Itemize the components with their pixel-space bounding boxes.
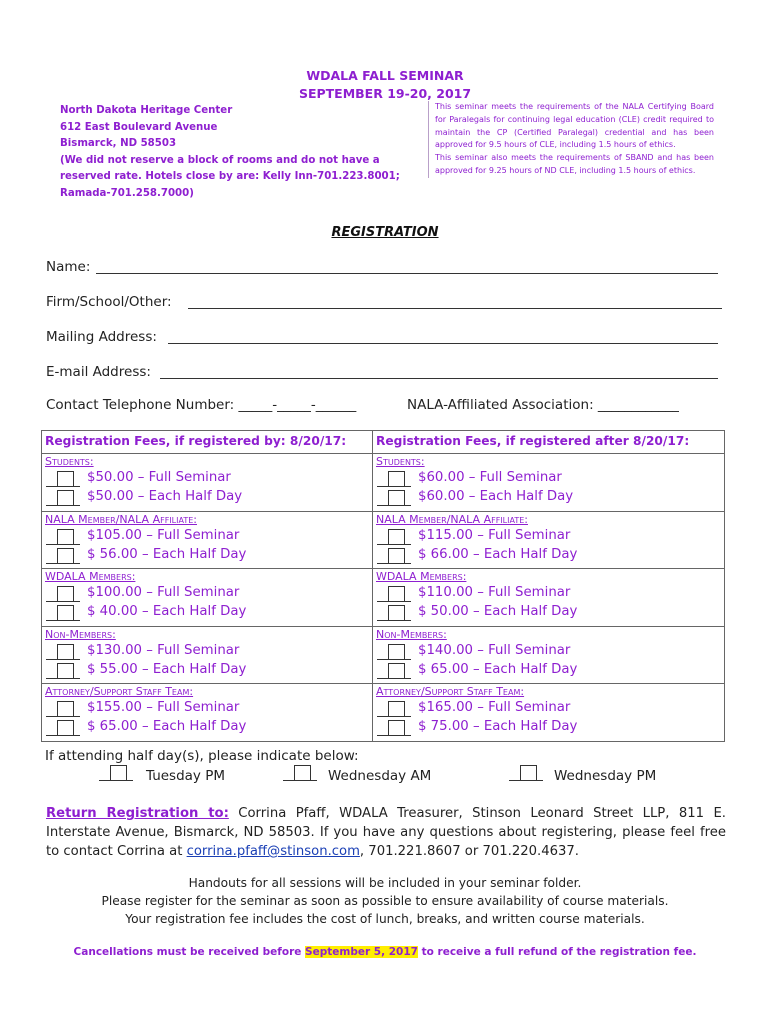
late-fee-option: $140.00 – Full Seminar (418, 642, 571, 658)
return-label: Return Registration to: (46, 806, 229, 821)
name-label: Name: (46, 259, 91, 275)
late-fee-checkbox[interactable] (377, 490, 411, 506)
email-label: E-mail Address: (46, 364, 151, 380)
late-fee-option: $ 65.00 – Each Half Day (418, 661, 578, 677)
return-text: Corrina Pfaff, WDALA Treasurer, Stinson Leonard Street LLP, 811 E. Interstate Avenue, Bismarck, ND 58503. If you have any questions about registering, please feel free to contact Corrina at (46, 806, 727, 859)
early-fee-option: $50.00 – Full Seminar (87, 470, 231, 485)
early-fee-option: $100.00 – Full Seminar (87, 585, 240, 601)
early-fee-checkbox[interactable] (46, 644, 80, 660)
late-fee-checkbox[interactable] (377, 529, 411, 545)
cancel-text-before: Cancellations must be received before (73, 946, 306, 958)
late-fee-checkbox[interactable] (377, 644, 411, 660)
late-group-title: Non-Members: (376, 627, 447, 641)
contact-email-link[interactable]: corrina.pfaff@stinson.com (186, 844, 360, 859)
late-fee-option: $165.00 – Full Seminar (418, 700, 571, 716)
name-field[interactable] (96, 273, 718, 274)
late-fee-checkbox[interactable] (377, 586, 411, 602)
late-group-title: WDALA Members: (376, 570, 467, 584)
cle-info-box (428, 101, 714, 178)
early-fee-option: $155.00 – Full Seminar (87, 700, 240, 716)
group-divider (42, 568, 724, 569)
phone-field[interactable]: Contact Telephone Number: _____-_____-______ (46, 397, 357, 413)
late-fee-option: $ 50.00 – Each Half Day (418, 604, 578, 620)
cle-sband-text: This seminar also meets the requirements of SBAND and has been approved for 9.25 hours of ND CLE, including 1.5 hours of ethics. (435, 153, 714, 175)
early-fee-checkbox[interactable] (46, 663, 80, 679)
early-fee-checkbox[interactable] (46, 471, 80, 487)
early-fees-heading: Registration Fees, if registered by: 8/20/17: (45, 434, 347, 448)
early-group-title: Students: (45, 455, 94, 468)
hotel-note-line-3: Ramada-701.258.7000) (60, 187, 194, 199)
fees-table (41, 430, 725, 742)
venue-street: 612 East Boulevard Avenue (60, 121, 218, 133)
cancel-deadline: September 5, 2017 (305, 946, 418, 958)
wednesday-pm-checkbox[interactable] (509, 765, 543, 781)
return-registration-info (46, 804, 726, 861)
wednesday-am-label: Wednesday AM (328, 768, 432, 784)
header-divider (42, 453, 724, 454)
group-divider (42, 511, 724, 512)
late-group-title: Attorney/Support Staff Team: (376, 685, 525, 699)
hotel-note-line-1: (We did not reserve a block of rooms and do not have a (60, 154, 380, 166)
early-group-title: WDALA Members: (45, 570, 136, 584)
late-fee-checkbox[interactable] (377, 701, 411, 717)
early-fee-checkbox[interactable] (46, 701, 80, 717)
late-fee-option: $115.00 – Full Seminar (418, 527, 571, 543)
early-fee-option: $130.00 – Full Seminar (87, 642, 240, 658)
wednesday-pm-label: Wednesday PM (554, 768, 657, 784)
seminar-title: WDALA FALL SEMINAR (306, 68, 464, 83)
column-divider (372, 431, 373, 741)
seminar-dates: SEPTEMBER 19-20, 2017 (298, 86, 472, 101)
late-fee-option: $ 66.00 – Each Half Day (418, 546, 578, 562)
return-phone-text: , 701.221.8607 or 701.220.4637. (359, 844, 579, 859)
early-group-title: Attorney/Support Staff Team: (45, 685, 194, 699)
late-fee-option: $ 75.00 – Each Half Day (418, 719, 578, 735)
tuesday-pm-label: Tuesday PM (146, 768, 226, 784)
wednesday-am-checkbox[interactable] (283, 765, 317, 781)
mailing-address-label: Mailing Address: (46, 329, 157, 345)
early-fee-option: $ 65.00 – Each Half Day (87, 719, 247, 735)
early-fee-option: $105.00 – Full Seminar (87, 527, 240, 543)
early-fee-option: $50.00 – Each Half Day (87, 489, 243, 504)
early-fee-checkbox[interactable] (46, 548, 80, 564)
tuesday-pm-checkbox[interactable] (99, 765, 133, 781)
register-early-note: Please register for the seminar as soon as possible to ensure availability of course materials. (101, 894, 669, 908)
group-divider (42, 683, 724, 684)
late-fee-checkbox[interactable] (377, 605, 411, 621)
fee-includes-note: Your registration fee includes the cost of lunch, breaks, and written course materials. (125, 912, 645, 926)
nala-association-field[interactable]: NALA-Affiliated Association: ____________ (407, 397, 679, 413)
late-fee-checkbox[interactable] (377, 471, 411, 487)
late-fees-heading: Registration Fees, if registered after 8/20/17: (376, 434, 690, 448)
cancellation-policy (0, 946, 770, 958)
early-group-title: NALA Member/NALA Affiliate: (45, 512, 197, 526)
venue-info (60, 103, 422, 202)
late-fee-checkbox[interactable] (377, 663, 411, 679)
late-fee-checkbox[interactable] (377, 548, 411, 564)
late-fee-option: $60.00 – Each Half Day (418, 489, 574, 504)
late-group-title: NALA Member/NALA Affiliate: (376, 512, 528, 526)
cancel-text-after: to receive a full refund of the registration fee. (417, 946, 697, 958)
early-fee-checkbox[interactable] (46, 605, 80, 621)
early-fee-checkbox[interactable] (46, 720, 80, 736)
mailing-address-field[interactable] (168, 343, 718, 344)
email-field[interactable] (160, 378, 718, 379)
early-fee-checkbox[interactable] (46, 490, 80, 506)
firm-label: Firm/School/Other: (46, 294, 172, 310)
registration-heading: REGISTRATION (331, 225, 439, 240)
early-fee-option: $ 55.00 – Each Half Day (87, 661, 247, 677)
early-group-title: Non-Members: (45, 627, 116, 641)
venue-name: North Dakota Heritage Center (60, 105, 233, 116)
hotel-note-line-2: reserved rate. Hotels close by are: Kelly Inn-701.223.8001; (60, 171, 400, 182)
early-fee-option: $ 40.00 – Each Half Day (87, 604, 247, 620)
early-fee-option: $ 56.00 – Each Half Day (87, 546, 247, 562)
early-fee-checkbox[interactable] (46, 586, 80, 602)
group-divider (42, 626, 724, 627)
cle-nala-text: This seminar meets the requirements of the NALA Certifying Board for Paralegals for continuing legal education (CLE) credit required to maintain the CP (Certified Paralegal) credential and has been approved for 9.5 hours of CLE, including 1.5 hours of ethics. (435, 102, 714, 150)
early-fee-checkbox[interactable] (46, 529, 80, 545)
late-fee-checkbox[interactable] (377, 720, 411, 736)
late-fee-option: $110.00 – Full Seminar (418, 585, 571, 601)
handouts-note: Handouts for all sessions will be included in your seminar folder. (188, 876, 582, 890)
late-fee-option: $60.00 – Full Seminar (418, 470, 562, 485)
half-day-intro: If attending half day(s), please indicate below: (45, 748, 359, 764)
late-group-title: Students: (376, 455, 425, 468)
venue-city: Bismarck, ND 58503 (60, 138, 177, 149)
firm-field[interactable] (188, 308, 722, 309)
